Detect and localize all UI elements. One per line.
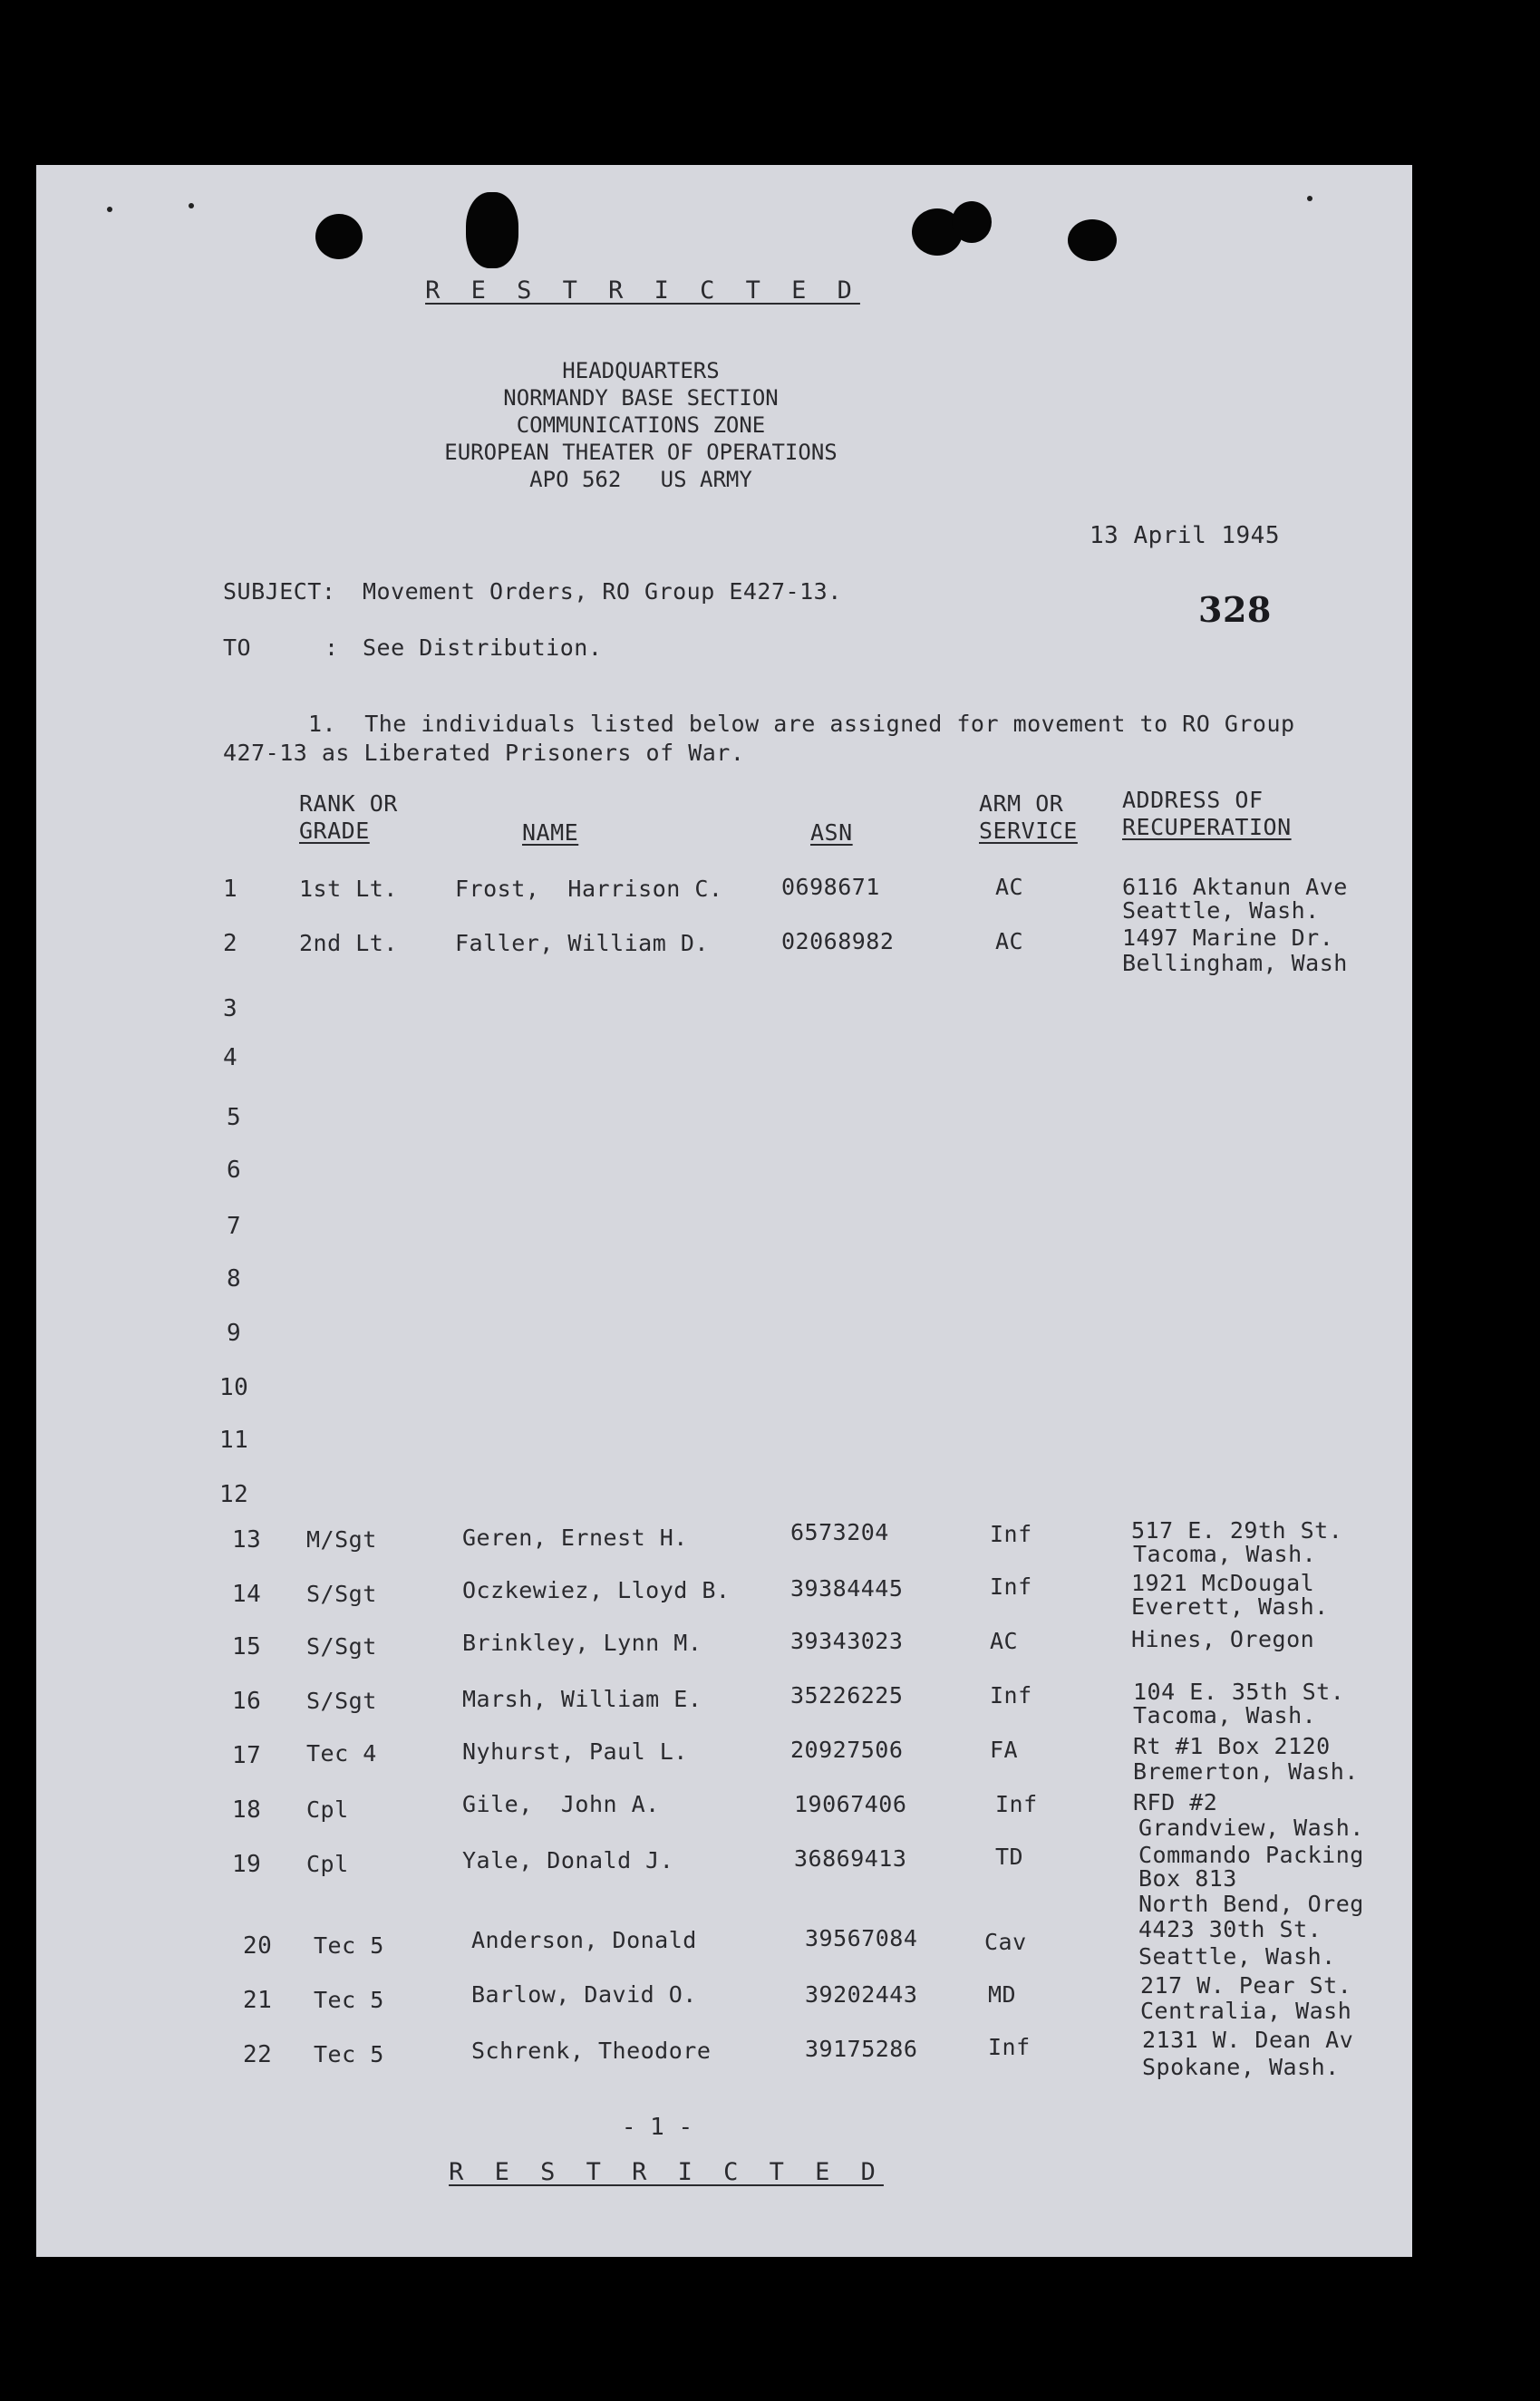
- row-grade: Cpl: [306, 1796, 349, 1823]
- row-name: Schrenk, Theodore: [471, 2038, 712, 2064]
- header-line: EUROPEAN THEATER OF OPERATIONS: [444, 440, 838, 465]
- row-number: 16: [232, 1688, 262, 1715]
- row-grade: S/Sgt: [306, 1633, 377, 1660]
- row-address: 4423 30th St.: [1138, 1916, 1322, 1942]
- row-name: Anderson, Donald: [471, 1927, 697, 1953]
- row-address: 517 E. 29th St.: [1131, 1517, 1343, 1544]
- restricted-header: R E S T R I C T E D: [425, 276, 860, 305]
- paper-speck: [1307, 196, 1312, 201]
- row-address: 1497 Marine Dr.: [1122, 925, 1334, 951]
- row-number: 6: [227, 1157, 242, 1184]
- row-grade: S/Sgt: [306, 1688, 377, 1714]
- column-header-arm: ARM OR: [979, 790, 1064, 817]
- page-number: - 1 -: [621, 2114, 693, 2141]
- row-number: 15: [232, 1633, 262, 1660]
- row-asn: 0698671: [781, 874, 880, 900]
- row-number: 22: [243, 2041, 273, 2068]
- row-grade: 1st Lt.: [299, 876, 398, 902]
- row-asn: 6573204: [790, 1519, 889, 1545]
- row-address: Box 813: [1138, 1865, 1237, 1892]
- row-address: Tacoma, Wash.: [1133, 1541, 1317, 1567]
- row-grade: Tec 5: [314, 2041, 384, 2067]
- row-name: Oczkewiez, Lloyd B.: [462, 1577, 731, 1603]
- row-number: 14: [232, 1581, 262, 1608]
- row-arm: Inf: [990, 1521, 1032, 1547]
- row-asn: 36869413: [794, 1845, 907, 1872]
- row-number: 10: [219, 1374, 249, 1401]
- row-asn: 39567084: [805, 1925, 918, 1951]
- to-colon: :: [324, 634, 339, 661]
- punch-hole: [315, 214, 363, 259]
- to-text: See Distribution.: [363, 634, 603, 661]
- header-line: HEADQUARTERS: [562, 358, 720, 383]
- row-grade: 2nd Lt.: [299, 930, 398, 956]
- column-header-recuperation: RECUPERATION: [1122, 814, 1292, 840]
- row-address: 217 W. Pear St.: [1140, 1972, 1352, 1999]
- row-arm: Inf: [990, 1573, 1032, 1600]
- row-asn: 39202443: [805, 1981, 918, 2008]
- row-name: Geren, Ernest H.: [462, 1525, 688, 1551]
- row-name: Frost, Harrison C.: [455, 876, 723, 902]
- row-address: Rt #1 Box 2120: [1133, 1733, 1331, 1759]
- row-asn: 39343023: [790, 1628, 904, 1654]
- row-number: 19: [232, 1851, 262, 1878]
- row-arm: AC: [995, 928, 1024, 954]
- header-line: NORMANDY BASE SECTION: [503, 385, 779, 411]
- paragraph-line: 1. The individuals listed below are assigned for movement to RO Group: [308, 711, 1295, 737]
- column-header-asn: ASN: [810, 819, 853, 846]
- to-label: TO: [223, 634, 252, 661]
- row-grade: Tec 5: [314, 1987, 384, 2013]
- row-asn: 20927506: [790, 1737, 904, 1763]
- row-address: RFD #2: [1133, 1789, 1218, 1815]
- row-name: Yale, Donald J.: [462, 1847, 674, 1873]
- row-address: North Bend, Oreg: [1138, 1891, 1364, 1917]
- row-address: Spokane, Wash.: [1142, 2054, 1340, 2080]
- row-asn: 39384445: [790, 1575, 904, 1602]
- row-asn: 02068982: [781, 928, 895, 954]
- row-name: Brinkley, Lynn M.: [462, 1630, 702, 1656]
- row-number: 20: [243, 1932, 273, 1960]
- row-address: Seattle, Wash.: [1138, 1943, 1336, 1970]
- row-arm: Inf: [988, 2034, 1031, 2060]
- row-number: 18: [232, 1796, 262, 1824]
- row-number: 5: [227, 1104, 242, 1131]
- row-number: 7: [227, 1213, 242, 1240]
- order-date: 13 April 1945: [1090, 522, 1280, 549]
- row-arm: MD: [988, 1981, 1017, 2008]
- row-address: Tacoma, Wash.: [1133, 1702, 1317, 1728]
- row-address: Grandview, Wash.: [1138, 1815, 1364, 1841]
- row-number: 4: [223, 1044, 238, 1071]
- punch-hole: [1068, 219, 1117, 261]
- row-grade: S/Sgt: [306, 1581, 377, 1607]
- row-number: 2: [223, 930, 238, 957]
- column-header-rank: RANK OR: [299, 790, 398, 817]
- row-name: Faller, William D.: [455, 930, 709, 956]
- paper-speck: [107, 207, 112, 212]
- row-address: 2131 W. Dean Av: [1142, 2027, 1354, 2053]
- row-arm: Cav: [984, 1929, 1027, 1955]
- column-header-name: NAME: [522, 819, 579, 846]
- punch-hole: [466, 192, 518, 268]
- row-arm: Inf: [995, 1791, 1038, 1817]
- column-header-service: SERVICE: [979, 818, 1078, 844]
- row-address: Everett, Wash.: [1131, 1593, 1329, 1620]
- paragraph-line: 427-13 as Liberated Prisoners of War.: [223, 740, 745, 766]
- row-name: Gile, John A.: [462, 1791, 660, 1817]
- row-number: 12: [219, 1481, 249, 1508]
- row-grade: Tec 4: [306, 1740, 377, 1767]
- row-number: 9: [227, 1320, 242, 1347]
- order-number: 328: [1198, 589, 1272, 630]
- row-address: Commando Packing: [1138, 1842, 1364, 1868]
- row-asn: 19067406: [794, 1791, 907, 1817]
- row-address: 6116 Aktanun Ave: [1122, 874, 1348, 900]
- row-arm: Inf: [990, 1682, 1032, 1709]
- punch-hole: [952, 201, 992, 243]
- column-header-address: ADDRESS OF: [1122, 787, 1264, 813]
- row-arm: TD: [995, 1844, 1024, 1870]
- row-address: Bellingham, Wash: [1122, 950, 1348, 976]
- row-number: 3: [223, 995, 238, 1022]
- row-name: Marsh, William E.: [462, 1686, 702, 1712]
- row-number: 1: [223, 876, 238, 903]
- header-line: COMMUNICATIONS ZONE: [516, 412, 766, 438]
- header-line: APO 562 US ARMY: [529, 467, 752, 492]
- row-address: Seattle, Wash.: [1122, 897, 1320, 924]
- column-header-grade: GRADE: [299, 818, 370, 844]
- row-grade: Tec 5: [314, 1932, 384, 1959]
- restricted-footer: R E S T R I C T E D: [449, 2158, 884, 2186]
- row-asn: 39175286: [805, 2036, 918, 2062]
- row-name: Barlow, David O.: [471, 1981, 697, 2008]
- paper-speck: [189, 203, 194, 208]
- row-number: 8: [227, 1265, 242, 1292]
- row-number: 11: [219, 1427, 249, 1454]
- subject-text: Movement Orders, RO Group E427-13.: [363, 578, 842, 605]
- row-number: 21: [243, 1987, 273, 2014]
- row-number: 13: [232, 1526, 262, 1554]
- row-address: 104 E. 35th St.: [1133, 1679, 1345, 1705]
- document-page: [36, 165, 1412, 2257]
- row-address: 1921 McDougal: [1131, 1570, 1315, 1596]
- subject-label: SUBJECT:: [223, 578, 336, 605]
- row-address: Bremerton, Wash.: [1133, 1758, 1359, 1785]
- row-name: Nyhurst, Paul L.: [462, 1738, 688, 1765]
- row-arm: FA: [990, 1737, 1019, 1763]
- row-grade: Cpl: [306, 1851, 349, 1877]
- row-number: 17: [232, 1742, 262, 1769]
- row-arm: AC: [995, 874, 1024, 900]
- row-address: Centralia, Wash: [1140, 1998, 1352, 2024]
- row-address: Hines, Oregon: [1131, 1626, 1315, 1652]
- row-arm: AC: [990, 1628, 1019, 1654]
- row-grade: M/Sgt: [306, 1526, 377, 1553]
- row-asn: 35226225: [790, 1682, 904, 1709]
